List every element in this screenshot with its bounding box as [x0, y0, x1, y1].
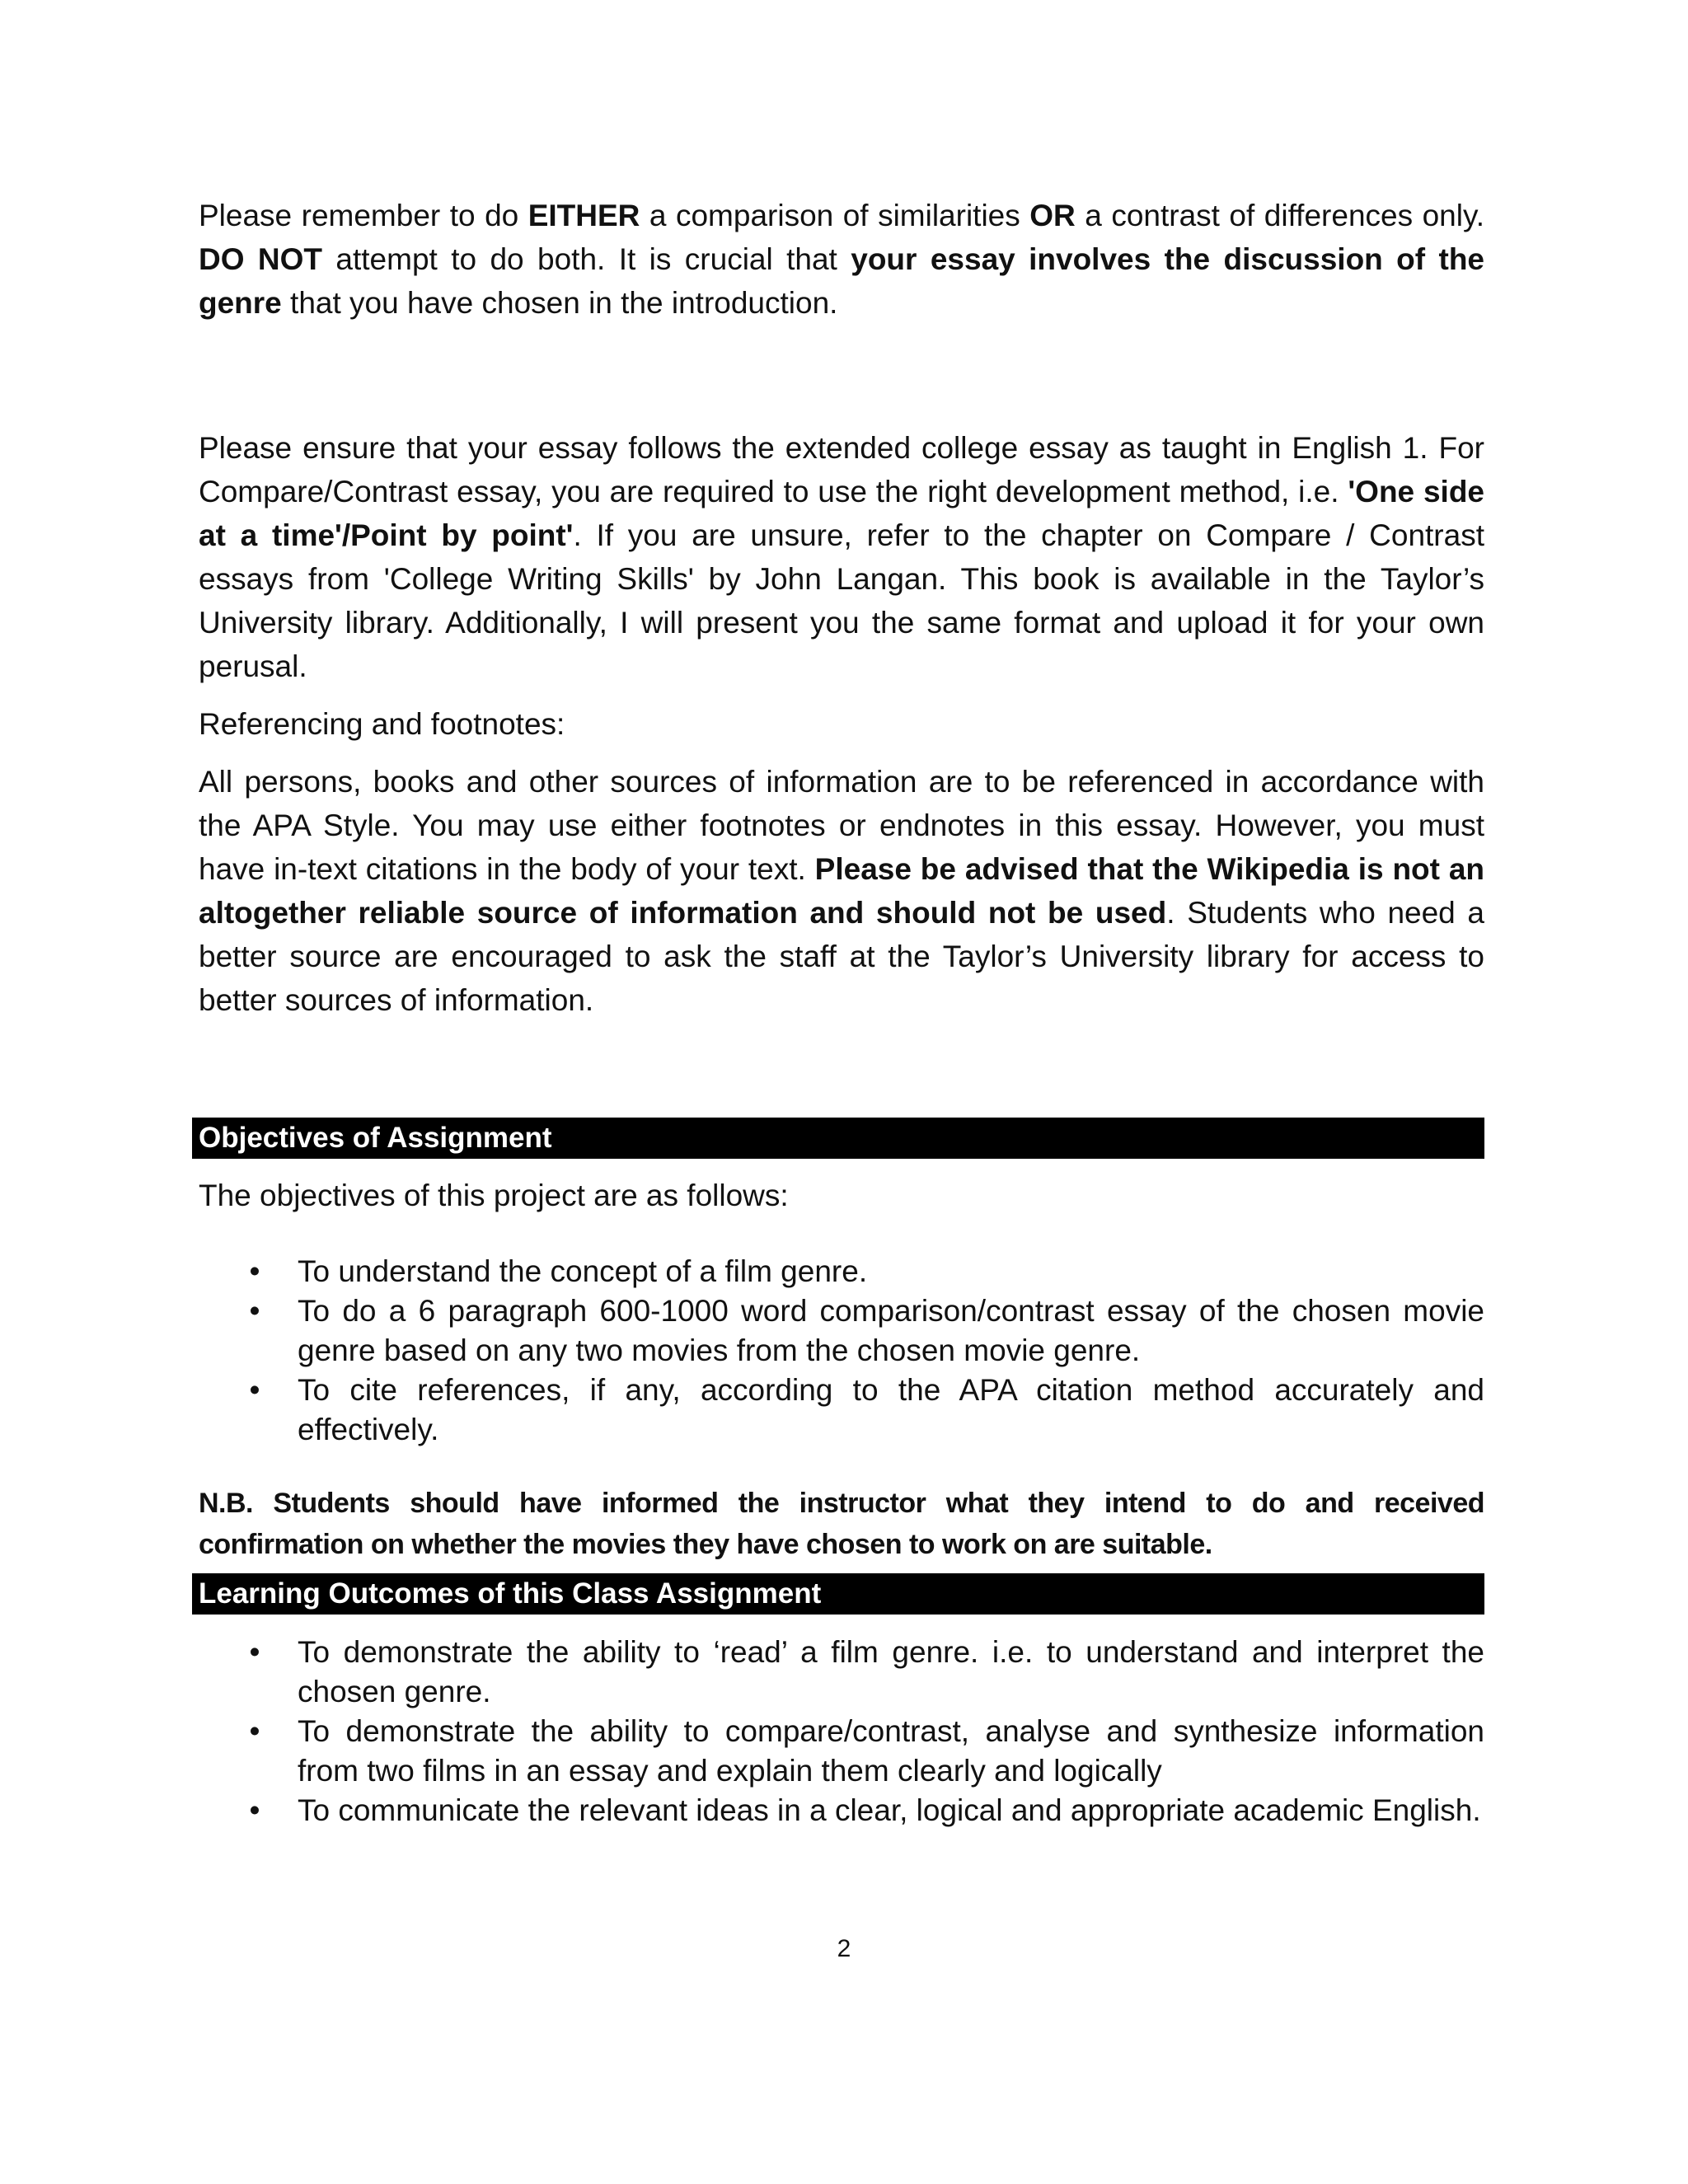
list-item-text: To demonstrate the ability to compare/contrast, analyse and synthesize information from two films in an essay and explain them clearly and logically [298, 1714, 1484, 1788]
paragraph-text: . Students who need a better source are encouraged to ask the staff at the Taylor’s University library for access to better sources of information. [199, 896, 1484, 1017]
bullet-icon: • [249, 1793, 260, 1827]
list-item [199, 1252, 1484, 1291]
bold-text: your essay involves the discussion of the genre [199, 242, 1484, 320]
paragraph-either-or [199, 194, 1484, 325]
page-number: 2 [837, 1935, 851, 1962]
paragraph-essay-format [199, 426, 1484, 688]
list-item-text: To cite references, if any, according to the APA citation method accurately and effectively. [298, 1373, 1484, 1446]
paragraph-text: a comparison of similarities [640, 199, 1030, 232]
list-item [199, 1371, 1484, 1450]
paragraph-text: that you have chosen in the introduction. [281, 286, 838, 320]
bold-text: 'One side at a time'/Point by point' [199, 475, 1484, 552]
list-item-text: To demonstrate the ability to ‘read’ a film genre. i.e. to understand and interpret the chosen genre. [298, 1635, 1484, 1708]
bold-text: EITHER [528, 199, 640, 232]
paragraph-referencing-label: Referencing and footnotes: [199, 707, 565, 741]
paragraph-text: All persons, books and other sources of information are to be referenced in accordance with the APA Style. You may use either footnotes or endnotes in this essay. However, you must have in-text citations in the body of your text. [199, 765, 1484, 886]
page-content [199, 194, 1484, 1830]
section-heading-learning-outcomes: Learning Outcomes of this Class Assignment [192, 1573, 1484, 1615]
list-item-text: To understand the concept of a film genre. [298, 1254, 868, 1288]
list-item [199, 1712, 1484, 1791]
bold-text: OR [1029, 199, 1076, 232]
list-item [199, 1791, 1484, 1830]
bullet-icon: • [249, 1254, 260, 1288]
paragraph-text: attempt to do both. It is crucial that [322, 242, 851, 276]
bullet-icon: • [249, 1373, 260, 1407]
paragraph-text: . If you are unsure, refer to the chapter on Compare / Contrast essays from 'College Writing Skills' by John Langan. This book is available in the Taylor’s University library. Additionally, I will present you the same format and upload it for your own perusal. [199, 518, 1484, 683]
bold-text: DO NOT [199, 242, 323, 276]
paragraph-referencing [199, 760, 1484, 1022]
paragraph-text: a contrast of differences only. [1075, 199, 1484, 232]
nb-note: N.B. Students should have informed the instructor what they intend to do and received confirmation on whether the movies they have chosen to work on are suitable. [199, 1488, 1484, 1560]
section-heading-objectives: Objectives of Assignment [192, 1118, 1484, 1159]
objectives-intro: The objectives of this project are as follows: [199, 1179, 789, 1212]
list-item [199, 1633, 1484, 1712]
list-item [199, 1291, 1484, 1371]
learning-outcomes-list [199, 1633, 1484, 1830]
list-item-text: To do a 6 paragraph 600-1000 word comparison/contrast essay of the chosen movie genre based on any two movies from the chosen movie genre. [298, 1294, 1484, 1367]
list-item-text: To communicate the relevant ideas in a clear, logical and appropriate academic English. [298, 1793, 1481, 1827]
bold-text: Please be advised that the Wikipedia is not an altogether reliable source of information and should not be used [199, 852, 1484, 930]
bullet-icon: • [249, 1294, 260, 1328]
paragraph-text: Please remember to do [199, 199, 528, 232]
paragraph-text: Please ensure that your essay follows the extended college essay as taught in English 1. For Compare/Contrast essay, you are required to use the right development method, i.e. [199, 431, 1484, 509]
objectives-list [199, 1252, 1484, 1450]
bullet-icon: • [249, 1714, 260, 1748]
bullet-icon: • [249, 1635, 260, 1669]
